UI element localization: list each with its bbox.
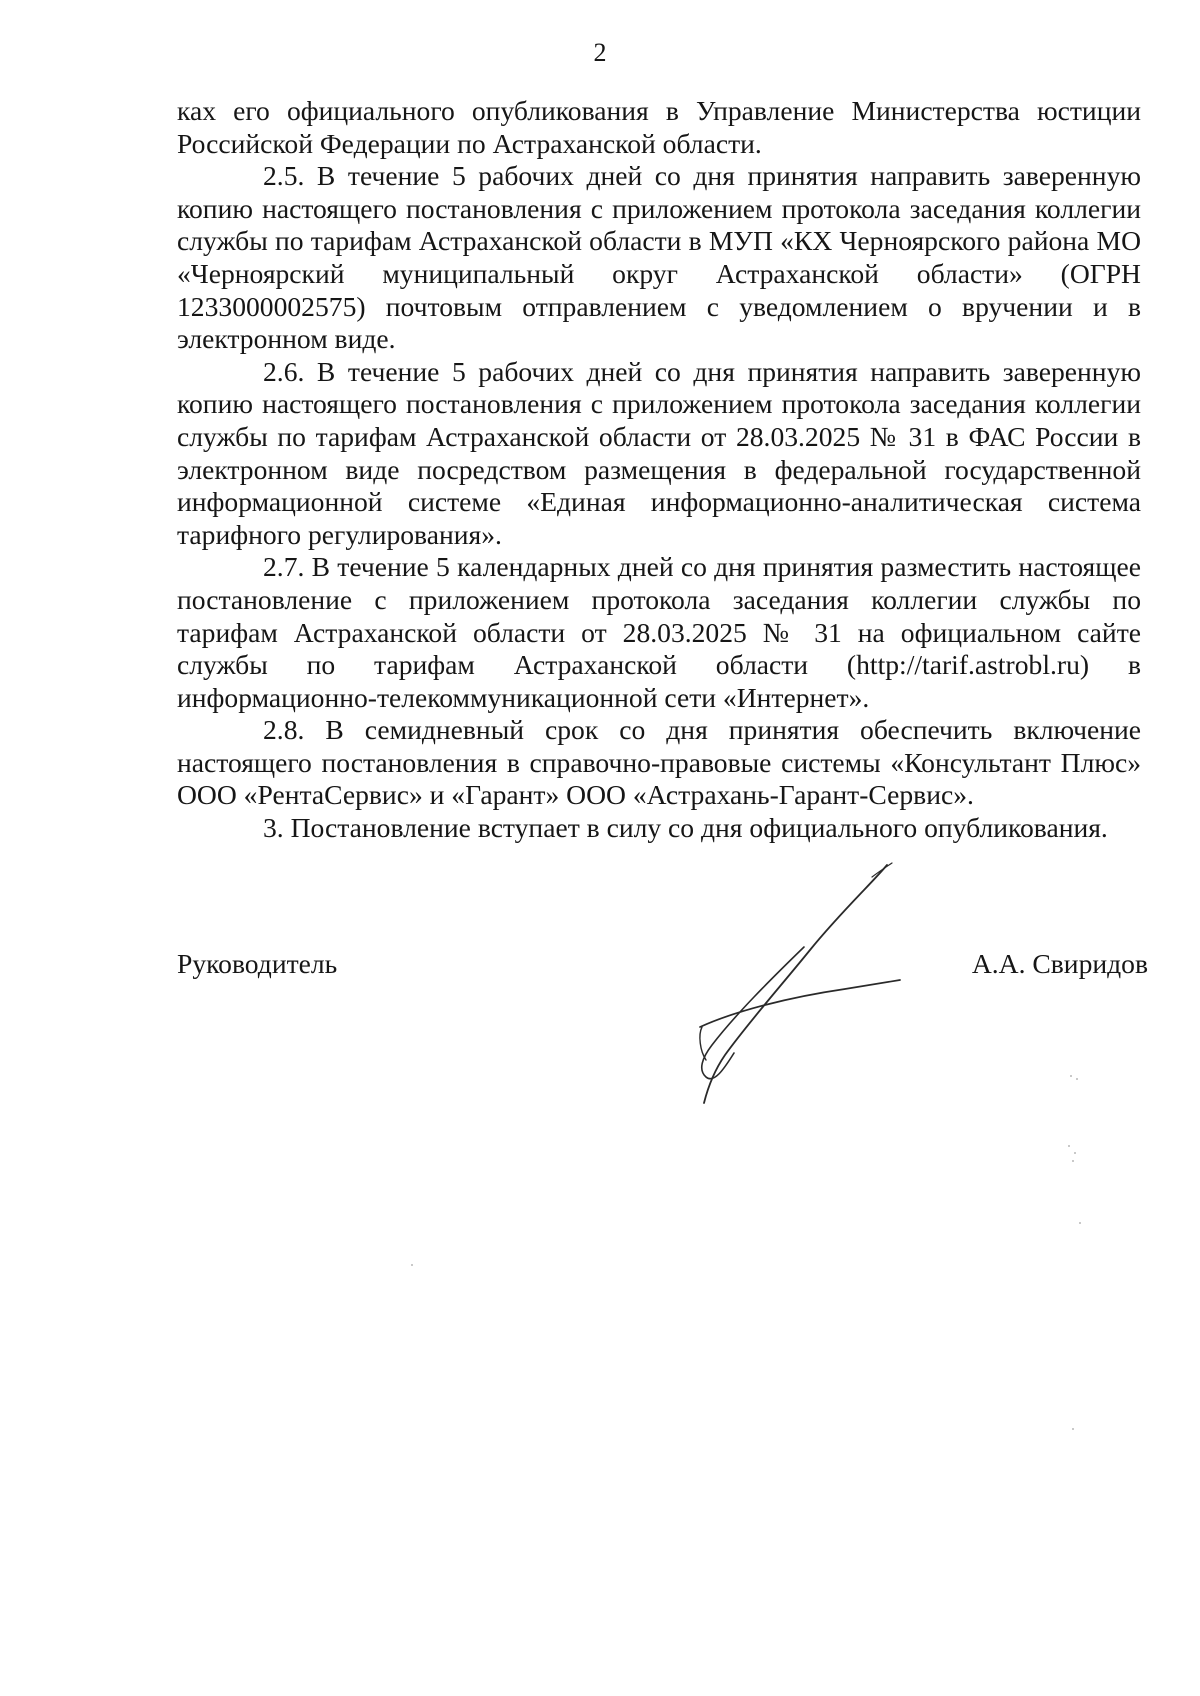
scan-speck xyxy=(1076,1078,1078,1080)
signer-position: Руководитель xyxy=(177,948,338,979)
scan-speck xyxy=(1068,1145,1070,1147)
handwritten-signature xyxy=(640,855,910,1115)
paragraph-continuation: ках его официального опубликования в Управление Министерства юстиции Российской Федерации по Астраханской области. xyxy=(177,95,1141,159)
signer-name: А.А. Свиридов xyxy=(971,948,1148,979)
signature-stroke-main xyxy=(704,865,887,1103)
signature-stroke-loop xyxy=(702,947,804,1079)
paragraph-2-7: 2.7. В течение 5 календарных дней со дня принятия разместить настоящее постановление с приложением протокола заседания коллегии службы по тарифам Астраханской области от 28.03.2025 № 31 на официальном сайте службы по тарифам Астраханской области (http://tarif.astrobl.ru) в информационно-телекоммуникационной сети «Интернет». xyxy=(177,551,1141,713)
scan-speck xyxy=(1079,1222,1081,1224)
signature-stroke-cross xyxy=(700,980,900,1027)
scan-speck xyxy=(411,1264,413,1266)
paragraph-2-8: 2.8. В семидневный срок со дня принятия обеспечить включение настоящего постановления в справочно-правовые системы «Консультант Плюс» ООО «РентаСервис» и «Гарант» ООО «Астрахань-Гарант-Сервис». xyxy=(177,714,1141,811)
paragraph-2-5: 2.5. В течение 5 рабочих дней со дня принятия направить заверенную копию настоящего постановления с приложением протокола заседания коллегии службы по тарифам Астраханской области в МУП «КХ Черноярского района МО «Черноярский муниципальный округ Астраханской области» (ОГРН 1233000002575) почтовым отправлением с уведомлением о вручении и в электронном виде. xyxy=(177,160,1141,355)
scan-speck xyxy=(1070,1075,1072,1077)
scan-speck xyxy=(1072,1428,1074,1430)
signature-stroke-flick xyxy=(872,863,892,877)
paragraph-3: 3. Постановление вступает в силу со дня официального опубликования. xyxy=(263,812,1108,844)
scan-speck xyxy=(1074,1152,1076,1154)
paragraph-2-6: 2.6. В течение 5 рабочих дней со дня принятия направить заверенную копию настоящего постановления с приложением протокола заседания коллегии службы по тарифам Астраханской области от 28.03.2025 № 31 в ФАС России в электронном виде посредством размещения в федеральной государственной информационной системе «Единая информационно-аналитическая система тарифного регулирования». xyxy=(177,355,1141,550)
document-body xyxy=(177,95,1141,845)
page-number: 2 xyxy=(593,38,607,67)
scan-speck xyxy=(1072,1160,1074,1162)
